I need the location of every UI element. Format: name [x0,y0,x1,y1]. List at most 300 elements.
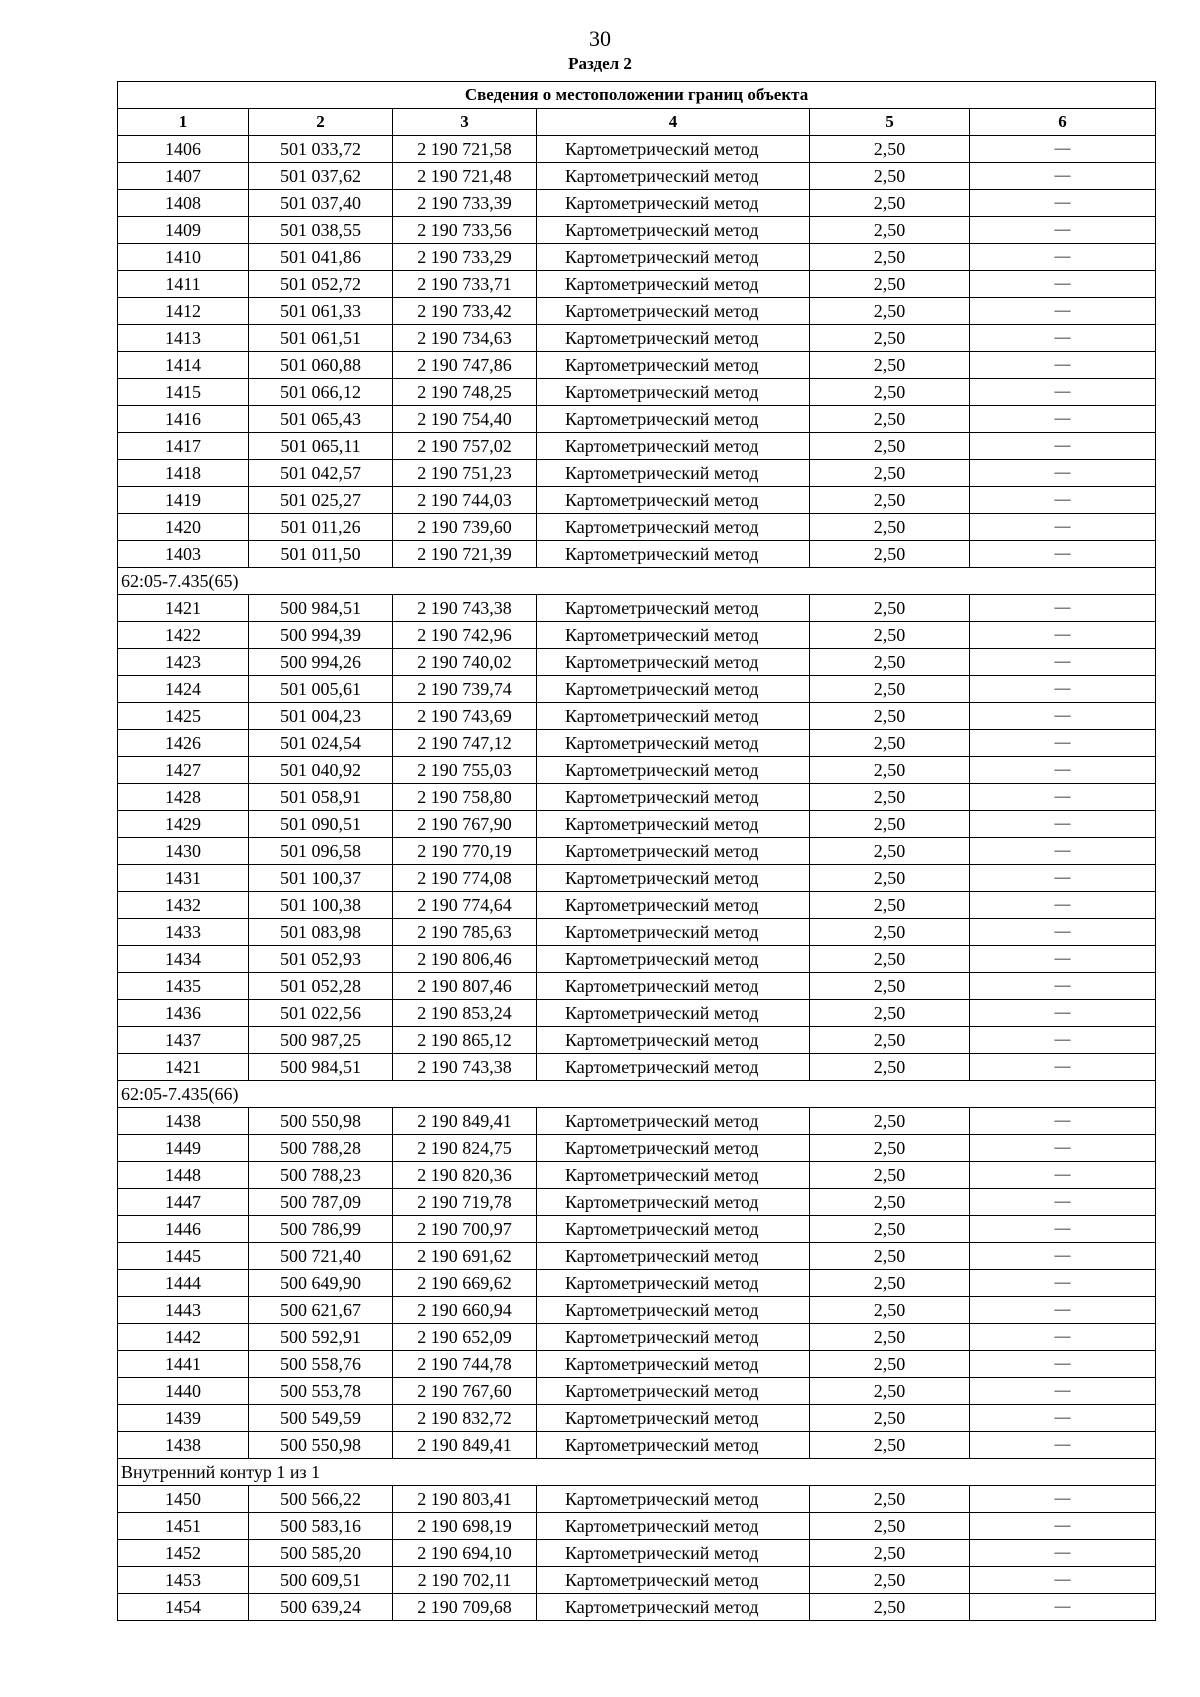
point-number-cell: 1409 [118,217,249,244]
method-cell: Картометрический метод [537,784,810,811]
y-coordinate-cell: 2 190 740,02 [393,649,537,676]
point-number-cell: 1424 [118,676,249,703]
precision-cell: 2,50 [810,1594,970,1621]
point-number-cell: 1430 [118,838,249,865]
precision-cell: 2,50 [810,1135,970,1162]
point-number-cell: 1431 [118,865,249,892]
precision-cell: 2,50 [810,163,970,190]
table-row [118,271,1156,298]
precision-cell: 2,50 [810,1405,970,1432]
description-cell: — [970,433,1156,460]
table-row [118,1432,1156,1459]
table-row [118,1567,1156,1594]
table-row [118,1135,1156,1162]
x-coordinate-cell: 501 100,37 [249,865,393,892]
x-coordinate-cell: 500 787,09 [249,1189,393,1216]
description-cell: — [970,1189,1156,1216]
table-row [118,1108,1156,1135]
table-row [118,460,1156,487]
table-row [118,1270,1156,1297]
method-cell: Картометрический метод [537,136,810,163]
description-cell: — [970,1540,1156,1567]
contour-group-row [118,1081,1156,1108]
description-cell: — [970,1486,1156,1513]
description-cell: — [970,1216,1156,1243]
y-coordinate-cell: 2 190 849,41 [393,1432,537,1459]
y-coordinate-cell: 2 190 832,72 [393,1405,537,1432]
x-coordinate-cell: 500 621,67 [249,1297,393,1324]
point-number-cell: 1422 [118,622,249,649]
point-number-cell: 1441 [118,1351,249,1378]
precision-cell: 2,50 [810,676,970,703]
y-coordinate-cell: 2 190 698,19 [393,1513,537,1540]
table-row [118,1324,1156,1351]
x-coordinate-cell: 501 011,50 [249,541,393,568]
table-row [118,244,1156,271]
x-coordinate-cell: 501 060,88 [249,352,393,379]
precision-cell: 2,50 [810,865,970,892]
description-cell: — [970,595,1156,622]
precision-cell: 2,50 [810,460,970,487]
y-coordinate-cell: 2 190 739,74 [393,676,537,703]
description-cell: — [970,325,1156,352]
description-cell: — [970,1162,1156,1189]
y-coordinate-cell: 2 190 767,60 [393,1378,537,1405]
precision-cell: 2,50 [810,838,970,865]
precision-cell: 2,50 [810,595,970,622]
y-coordinate-cell: 2 190 744,78 [393,1351,537,1378]
description-cell: — [970,217,1156,244]
x-coordinate-cell: 500 788,28 [249,1135,393,1162]
method-cell: Картометрический метод [537,1486,810,1513]
precision-cell: 2,50 [810,1027,970,1054]
x-coordinate-cell: 501 037,62 [249,163,393,190]
contour-group-row [118,568,1156,595]
point-number-cell: 1407 [118,163,249,190]
x-coordinate-cell: 500 585,20 [249,1540,393,1567]
table-row [118,703,1156,730]
method-cell: Картометрический метод [537,892,810,919]
column-header-2: 2 [249,109,393,136]
x-coordinate-cell: 501 040,92 [249,757,393,784]
y-coordinate-cell: 2 190 807,46 [393,973,537,1000]
precision-cell: 2,50 [810,379,970,406]
y-coordinate-cell: 2 190 824,75 [393,1135,537,1162]
precision-cell: 2,50 [810,1432,970,1459]
description-cell: — [970,1405,1156,1432]
precision-cell: 2,50 [810,1486,970,1513]
description-cell: — [970,136,1156,163]
method-cell: Картометрический метод [537,946,810,973]
table-row [118,1027,1156,1054]
point-number-cell: 1446 [118,1216,249,1243]
method-cell: Картометрический метод [537,379,810,406]
method-cell: Картометрический метод [537,244,810,271]
precision-cell: 2,50 [810,919,970,946]
point-number-cell: 1410 [118,244,249,271]
column-header-6: 6 [970,109,1156,136]
precision-cell: 2,50 [810,136,970,163]
description-cell: — [970,919,1156,946]
point-number-cell: 1406 [118,136,249,163]
method-cell: Картометрический метод [537,703,810,730]
method-cell: Картометрический метод [537,352,810,379]
point-number-cell: 1439 [118,1405,249,1432]
description-cell: — [970,487,1156,514]
description-cell: — [970,1297,1156,1324]
point-number-cell: 1416 [118,406,249,433]
table-row [118,136,1156,163]
point-number-cell: 1443 [118,1297,249,1324]
y-coordinate-cell: 2 190 719,78 [393,1189,537,1216]
point-number-cell: 1450 [118,1486,249,1513]
table-row [118,325,1156,352]
method-cell: Картометрический метод [537,1513,810,1540]
y-coordinate-cell: 2 190 734,63 [393,325,537,352]
column-header-4: 4 [537,109,810,136]
table-row [118,865,1156,892]
y-coordinate-cell: 2 190 743,69 [393,703,537,730]
method-cell: Картометрический метод [537,1324,810,1351]
description-cell: — [970,406,1156,433]
x-coordinate-cell: 501 052,28 [249,973,393,1000]
method-cell: Картометрический метод [537,595,810,622]
description-cell: — [970,379,1156,406]
precision-cell: 2,50 [810,325,970,352]
description-cell: — [970,811,1156,838]
x-coordinate-cell: 500 984,51 [249,595,393,622]
y-coordinate-cell: 2 190 721,58 [393,136,537,163]
description-cell: — [970,1567,1156,1594]
method-cell: Картометрический метод [537,1432,810,1459]
table-row [118,676,1156,703]
description-cell: — [970,676,1156,703]
point-number-cell: 1420 [118,514,249,541]
column-header-row [118,109,1156,136]
description-cell: — [970,946,1156,973]
table-row [118,541,1156,568]
description-cell: — [970,757,1156,784]
y-coordinate-cell: 2 190 820,36 [393,1162,537,1189]
table-row [118,1162,1156,1189]
description-cell: — [970,730,1156,757]
y-coordinate-cell: 2 190 733,42 [393,298,537,325]
y-coordinate-cell: 2 190 757,02 [393,433,537,460]
description-cell: — [970,1054,1156,1081]
description-cell: — [970,1108,1156,1135]
method-cell: Картометрический метод [537,1216,810,1243]
x-coordinate-cell: 500 994,39 [249,622,393,649]
description-cell: — [970,1000,1156,1027]
method-cell: Картометрический метод [537,730,810,757]
table-row [118,1594,1156,1621]
x-coordinate-cell: 500 984,51 [249,1054,393,1081]
y-coordinate-cell: 2 190 733,39 [393,190,537,217]
x-coordinate-cell: 500 994,26 [249,649,393,676]
column-header-1: 1 [118,109,249,136]
description-cell: — [970,1270,1156,1297]
table-row [118,1351,1156,1378]
y-coordinate-cell: 2 190 758,80 [393,784,537,811]
x-coordinate-cell: 500 550,98 [249,1432,393,1459]
page-number: 30 [589,26,611,51]
method-cell: Картометрический метод [537,838,810,865]
y-coordinate-cell: 2 190 770,19 [393,838,537,865]
contour-label: Внутренний контур 1 из 1 [118,1459,1156,1486]
method-cell: Картометрический метод [537,622,810,649]
description-cell: — [970,1351,1156,1378]
y-coordinate-cell: 2 190 733,29 [393,244,537,271]
table-row [118,838,1156,865]
method-cell: Картометрический метод [537,271,810,298]
y-coordinate-cell: 2 190 751,23 [393,460,537,487]
precision-cell: 2,50 [810,298,970,325]
precision-cell: 2,50 [810,757,970,784]
precision-cell: 2,50 [810,703,970,730]
precision-cell: 2,50 [810,1297,970,1324]
method-cell: Картометрический метод [537,1378,810,1405]
method-cell: Картометрический метод [537,433,810,460]
contour-label: 62:05-7.435(65) [118,568,1156,595]
description-cell: — [970,163,1156,190]
table-row [118,379,1156,406]
table-row [118,1540,1156,1567]
point-number-cell: 1445 [118,1243,249,1270]
point-number-cell: 1413 [118,325,249,352]
y-coordinate-cell: 2 190 709,68 [393,1594,537,1621]
y-coordinate-cell: 2 190 849,41 [393,1108,537,1135]
precision-cell: 2,50 [810,973,970,1000]
contour-label: 62:05-7.435(66) [118,1081,1156,1108]
point-number-cell: 1426 [118,730,249,757]
point-number-cell: 1429 [118,811,249,838]
point-number-cell: 1452 [118,1540,249,1567]
x-coordinate-cell: 501 042,57 [249,460,393,487]
table-row [118,217,1156,244]
y-coordinate-cell: 2 190 747,86 [393,352,537,379]
description-cell: — [970,352,1156,379]
table-row [118,163,1156,190]
y-coordinate-cell: 2 190 700,97 [393,1216,537,1243]
precision-cell: 2,50 [810,1378,970,1405]
precision-cell: 2,50 [810,1324,970,1351]
description-cell: — [970,622,1156,649]
precision-cell: 2,50 [810,1351,970,1378]
method-cell: Картометрический метод [537,325,810,352]
point-number-cell: 1437 [118,1027,249,1054]
description-cell: — [970,865,1156,892]
x-coordinate-cell: 500 721,40 [249,1243,393,1270]
description-cell: — [970,1135,1156,1162]
x-coordinate-cell: 501 066,12 [249,379,393,406]
precision-cell: 2,50 [810,1000,970,1027]
method-cell: Картометрический метод [537,217,810,244]
x-coordinate-cell: 501 100,38 [249,892,393,919]
method-cell: Картометрический метод [537,1162,810,1189]
method-cell: Картометрический метод [537,1405,810,1432]
x-coordinate-cell: 500 649,90 [249,1270,393,1297]
point-number-cell: 1417 [118,433,249,460]
point-number-cell: 1427 [118,757,249,784]
method-cell: Картометрический метод [537,1243,810,1270]
section-title: Раздел 2 [568,54,632,73]
precision-cell: 2,50 [810,1108,970,1135]
point-number-cell: 1418 [118,460,249,487]
table-body [118,82,1156,1621]
x-coordinate-cell: 501 052,72 [249,271,393,298]
method-cell: Картометрический метод [537,676,810,703]
table-row [118,352,1156,379]
description-cell: — [970,703,1156,730]
point-number-cell: 1449 [118,1135,249,1162]
table-row [118,622,1156,649]
x-coordinate-cell: 500 558,76 [249,1351,393,1378]
point-number-cell: 1421 [118,1054,249,1081]
description-cell: — [970,1243,1156,1270]
y-coordinate-cell: 2 190 803,41 [393,1486,537,1513]
table-row [118,298,1156,325]
x-coordinate-cell: 500 549,59 [249,1405,393,1432]
table-row [118,892,1156,919]
method-cell: Картометрический метод [537,1567,810,1594]
method-cell: Картометрический метод [537,865,810,892]
y-coordinate-cell: 2 190 806,46 [393,946,537,973]
method-cell: Картометрический метод [537,514,810,541]
precision-cell: 2,50 [810,217,970,244]
method-cell: Картометрический метод [537,919,810,946]
x-coordinate-cell: 501 065,11 [249,433,393,460]
y-coordinate-cell: 2 190 747,12 [393,730,537,757]
point-number-cell: 1421 [118,595,249,622]
y-coordinate-cell: 2 190 743,38 [393,1054,537,1081]
description-cell: — [970,541,1156,568]
point-number-cell: 1433 [118,919,249,946]
y-coordinate-cell: 2 190 744,03 [393,487,537,514]
method-cell: Картометрический метод [537,298,810,325]
x-coordinate-cell: 501 061,51 [249,325,393,352]
method-cell: Картометрический метод [537,1351,810,1378]
description-cell: — [970,244,1156,271]
precision-cell: 2,50 [810,1270,970,1297]
y-coordinate-cell: 2 190 785,63 [393,919,537,946]
description-cell: — [970,514,1156,541]
point-number-cell: 1447 [118,1189,249,1216]
point-number-cell: 1423 [118,649,249,676]
table-row [118,1486,1156,1513]
description-cell: — [970,973,1156,1000]
method-cell: Картометрический метод [537,487,810,514]
table-caption: Сведения о местоположении границ объекта [118,82,1156,109]
precision-cell: 2,50 [810,649,970,676]
y-coordinate-cell: 2 190 767,90 [393,811,537,838]
table-row [118,784,1156,811]
precision-cell: 2,50 [810,514,970,541]
point-number-cell: 1440 [118,1378,249,1405]
y-coordinate-cell: 2 190 702,11 [393,1567,537,1594]
precision-cell: 2,50 [810,433,970,460]
precision-cell: 2,50 [810,1054,970,1081]
point-number-cell: 1415 [118,379,249,406]
y-coordinate-cell: 2 190 774,64 [393,892,537,919]
precision-cell: 2,50 [810,1540,970,1567]
x-coordinate-cell: 501 058,91 [249,784,393,811]
method-cell: Картометрический метод [537,811,810,838]
description-cell: — [970,298,1156,325]
description-cell: — [970,784,1156,811]
x-coordinate-cell: 500 592,91 [249,1324,393,1351]
x-coordinate-cell: 501 041,86 [249,244,393,271]
x-coordinate-cell: 501 038,55 [249,217,393,244]
x-coordinate-cell: 501 090,51 [249,811,393,838]
contour-group-row [118,1459,1156,1486]
column-header-5: 5 [810,109,970,136]
table-row [118,1513,1156,1540]
table-row [118,811,1156,838]
method-cell: Картометрический метод [537,163,810,190]
precision-cell: 2,50 [810,946,970,973]
point-number-cell: 1453 [118,1567,249,1594]
precision-cell: 2,50 [810,352,970,379]
x-coordinate-cell: 500 609,51 [249,1567,393,1594]
table-row [118,946,1156,973]
description-cell: — [970,1432,1156,1459]
precision-cell: 2,50 [810,190,970,217]
table-row [118,649,1156,676]
description-cell: — [970,1324,1156,1351]
precision-cell: 2,50 [810,271,970,298]
method-cell: Картометрический метод [537,541,810,568]
point-number-cell: 1442 [118,1324,249,1351]
precision-cell: 2,50 [810,730,970,757]
precision-cell: 2,50 [810,244,970,271]
method-cell: Картометрический метод [537,757,810,784]
description-cell: — [970,892,1156,919]
column-header-3: 3 [393,109,537,136]
x-coordinate-cell: 501 004,23 [249,703,393,730]
method-cell: Картометрический метод [537,1270,810,1297]
y-coordinate-cell: 2 190 652,09 [393,1324,537,1351]
y-coordinate-cell: 2 190 748,25 [393,379,537,406]
table-row [118,757,1156,784]
description-cell: — [970,649,1156,676]
boundary-coordinates-table [117,81,1156,1621]
x-coordinate-cell: 500 566,22 [249,1486,393,1513]
precision-cell: 2,50 [810,1216,970,1243]
y-coordinate-cell: 2 190 691,62 [393,1243,537,1270]
y-coordinate-cell: 2 190 660,94 [393,1297,537,1324]
table-row [118,1297,1156,1324]
y-coordinate-cell: 2 190 754,40 [393,406,537,433]
y-coordinate-cell: 2 190 742,96 [393,622,537,649]
method-cell: Картометрический метод [537,406,810,433]
y-coordinate-cell: 2 190 669,62 [393,1270,537,1297]
table-row [118,1054,1156,1081]
point-number-cell: 1414 [118,352,249,379]
y-coordinate-cell: 2 190 733,71 [393,271,537,298]
point-number-cell: 1411 [118,271,249,298]
x-coordinate-cell: 501 022,56 [249,1000,393,1027]
x-coordinate-cell: 500 553,78 [249,1378,393,1405]
x-coordinate-cell: 501 005,61 [249,676,393,703]
point-number-cell: 1428 [118,784,249,811]
precision-cell: 2,50 [810,811,970,838]
y-coordinate-cell: 2 190 721,48 [393,163,537,190]
point-number-cell: 1403 [118,541,249,568]
x-coordinate-cell: 501 025,27 [249,487,393,514]
point-number-cell: 1438 [118,1108,249,1135]
method-cell: Картометрический метод [537,1594,810,1621]
precision-cell: 2,50 [810,1243,970,1270]
